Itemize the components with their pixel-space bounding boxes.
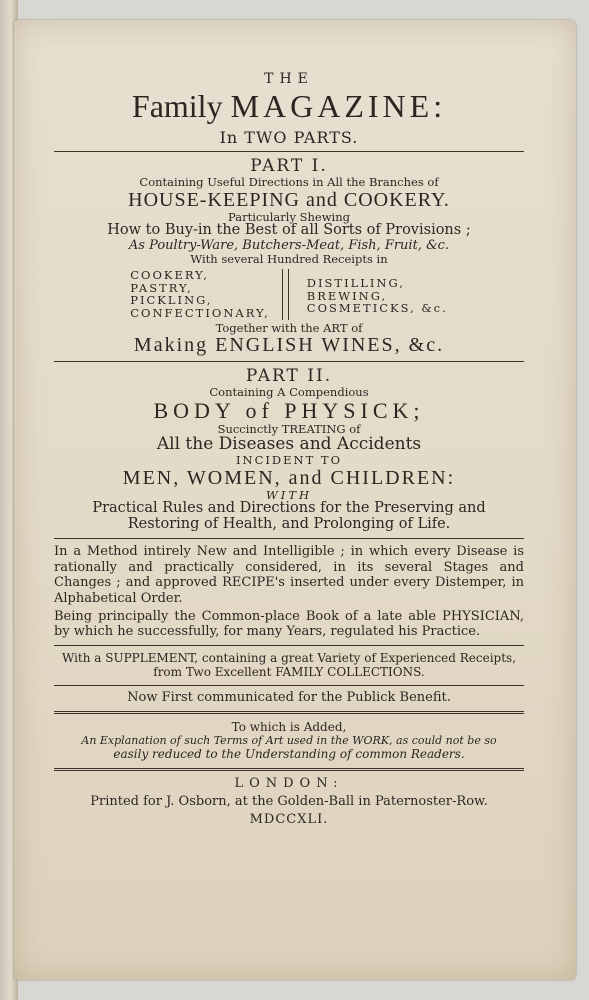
imprint-year: MDCCXLI. bbox=[249, 812, 329, 828]
imprint-printer: Printed for J. Osborn, at the Golden-Ball in Paternoster-Row. bbox=[90, 794, 488, 810]
part2-line1: Containing A Compendious bbox=[209, 384, 369, 399]
added-line1: To which is Added, bbox=[231, 719, 347, 734]
method-paragraph: In a Method intirely New and Intelligible ; in which every Disease is rationally and practically considered, in its several Stages and Changes ; and approved RECIPE's inserted under every Distemper, in Alphabetical Order. bbox=[54, 544, 524, 606]
divider bbox=[54, 151, 524, 152]
part2-heading: PART II. bbox=[245, 366, 333, 387]
receipt-item: PASTRY, bbox=[130, 280, 193, 295]
divider bbox=[54, 685, 524, 686]
part1-line5: As Poultry-Ware, Butchers-Meat, Fish, Fruit, &c. bbox=[128, 238, 450, 254]
part1-line8: Making ENGLISH WINES, &c. bbox=[133, 334, 445, 357]
part2-line8: Practical Rules and Directions for the Preserving and bbox=[92, 500, 486, 517]
part2-line2: BODY of PHYSICK; bbox=[153, 397, 425, 423]
receipts-right bbox=[307, 269, 448, 320]
part1-heading: PART I. bbox=[250, 156, 328, 177]
book-title bbox=[54, 89, 524, 124]
imprint-city: LONDON: bbox=[234, 775, 344, 791]
part2-line7: WITH bbox=[265, 487, 313, 502]
part2-line5: INCIDENT TO bbox=[235, 453, 343, 468]
receipt-item: COSMETICKS, &c. bbox=[306, 301, 448, 316]
title-the: THE bbox=[264, 71, 314, 87]
added-line2: An Explanation of such Terms of Art used in the WORK, as could not be so bbox=[81, 734, 497, 748]
part2-line9: Restoring of Health, and Prolonging of Life. bbox=[127, 516, 451, 533]
double-divider bbox=[54, 768, 524, 771]
receipt-item: PICKLING, bbox=[130, 293, 213, 308]
first-communicated: Now First communicated for the Publick Benefit. bbox=[127, 689, 451, 705]
divider bbox=[54, 361, 524, 362]
supplement-line1: With a SUPPLEMENT, containing a great Variety of Experienced Receipts, bbox=[61, 650, 517, 665]
divider bbox=[54, 538, 524, 539]
added-line3: easily reduced to the Understanding of common Readers. bbox=[113, 747, 465, 762]
title-magazine: MAGAZINE: bbox=[230, 88, 447, 125]
title-page bbox=[14, 20, 576, 980]
part1-line7: Together with the ART of bbox=[215, 320, 363, 335]
part2-line3: Succinctly TREATING of bbox=[217, 421, 361, 436]
book-subtitle: In TWO PARTS. bbox=[219, 127, 359, 147]
receipts-left bbox=[130, 269, 270, 320]
part1-line3: Particularly Shewing bbox=[228, 209, 350, 224]
divider bbox=[54, 645, 524, 646]
receipt-item: COOKERY, bbox=[130, 268, 209, 283]
part1-line2: HOUSE-KEEPING and COOKERY. bbox=[128, 188, 450, 211]
receipt-item: BREWING, bbox=[306, 288, 388, 303]
supplement-line2: from Two Excellent FAMILY COLLECTIONS. bbox=[153, 665, 425, 680]
receipts-columns bbox=[54, 269, 524, 320]
part1-line4: How to Buy-in the Best of all Sorts of Provisions ; bbox=[107, 222, 471, 239]
part2-line4: All the Diseases and Accidents bbox=[156, 434, 422, 455]
receipt-item: DISTILLING, bbox=[306, 276, 405, 291]
double-divider bbox=[54, 711, 524, 714]
physician-paragraph: Being principally the Common-place Book of a late able PHYSICIAN, by which he successfully, for many Years, regulated his Practice. bbox=[54, 608, 524, 640]
receipt-item: CONFECTIONARY, bbox=[130, 305, 270, 320]
part2-line6: MEN, WOMEN, and CHILDREN: bbox=[122, 466, 456, 489]
title-page-text bbox=[54, 72, 524, 828]
part1-line1: Containing Useful Directions in All the Branches of bbox=[139, 174, 439, 189]
column-divider bbox=[282, 269, 289, 320]
title-family: Family bbox=[131, 88, 223, 125]
part1-line6: With several Hundred Receipts in bbox=[190, 252, 388, 267]
